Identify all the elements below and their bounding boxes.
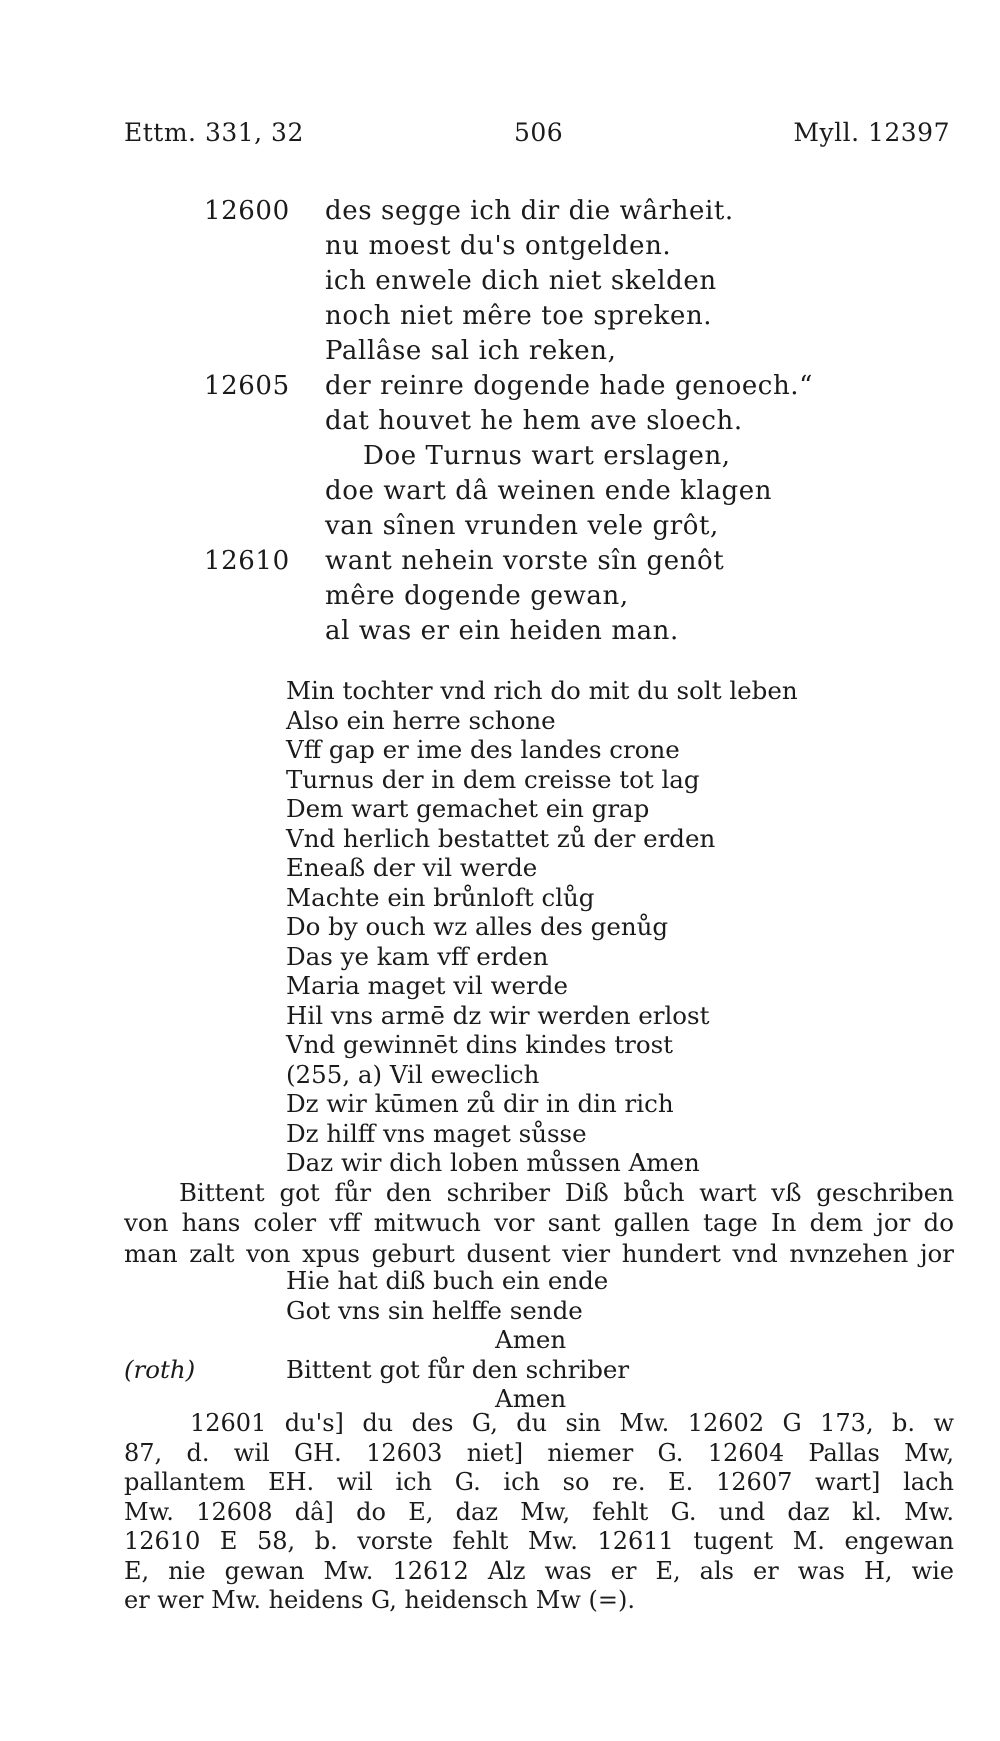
verse-line	[0, 229, 1000, 264]
running-head-right: Myll. 12397	[793, 118, 950, 147]
apparatus-line: pallantem EH. wil ich G. ich so re. E. 12607 wart] lach	[124, 1468, 954, 1496]
verse-line	[0, 264, 1000, 299]
ms-line	[0, 1030, 1000, 1060]
ms-line	[0, 1119, 1000, 1149]
ms-line	[0, 1001, 1000, 1031]
ms-line	[0, 1148, 1000, 1178]
ms-line-text: Maria maget vil werde	[286, 971, 568, 1000]
manuscript-verse	[0, 676, 1000, 1268]
ms-line-text: Vff gap er ime des landes crone	[286, 735, 680, 764]
verse-line	[0, 334, 1000, 369]
colophon-prose	[124, 1178, 954, 1270]
apparatus-line: 12610 E 58, b. vorste fehlt Mw. 12611 tugent M. engewan	[124, 1527, 954, 1555]
apparatus-line: 12601 du's] du des G, du sin Mw. 12602 G 173, b. w	[190, 1409, 954, 1437]
verse-line	[0, 579, 1000, 614]
verse-number: 12610	[204, 546, 290, 576]
verse-line	[0, 509, 1000, 544]
ms-line	[0, 1296, 1000, 1326]
poem-verses	[0, 194, 1000, 649]
ms-line-text: Also ein herre schone	[286, 705, 556, 735]
ms-line	[0, 706, 1000, 736]
ms-line-text: Hil vns armē dz wir werden erlost	[286, 1000, 710, 1030]
ms-line-text: Vnd gewinnēt dins kindes trost	[286, 1030, 674, 1059]
amen-text: Amen	[495, 1325, 567, 1354]
ms-line-text: Dz hilff vns maget sůsse	[286, 1118, 587, 1148]
ms-line-text: Dz wir kūmen zů dir in din rich	[286, 1089, 674, 1118]
page-number: 506	[514, 118, 564, 147]
verse-text: Doe Turnus wart erslagen,	[363, 441, 731, 471]
prose-line: Bittent got fůr den schriber Diß bůch wart vß geschriben	[179, 1177, 954, 1207]
verse-line	[0, 194, 1000, 229]
ms-line-text: Turnus der in dem creisse tot lag	[286, 764, 700, 794]
verse-text: nu moest du's ontgelden.	[325, 231, 672, 261]
ms-line	[0, 883, 1000, 913]
running-head	[124, 118, 950, 158]
verse-text: der reinre dogende hade genoech.“	[325, 371, 814, 401]
apparatus-line: er wer Mw. heidens G, heidensch Mw (=).	[124, 1586, 635, 1614]
apparatus-line: 87, d. wil GH. 12603 niet] niemer G. 12604 Pallas Mw,	[124, 1438, 954, 1467]
verse-line	[0, 369, 1000, 404]
verse-text: dat houvet he hem ave sloech.	[325, 406, 743, 436]
ms-line	[0, 1325, 1000, 1355]
verse-text: Pallâse sal ich reken,	[325, 336, 617, 366]
verse-line	[0, 614, 1000, 649]
verse-text: van sînen vrunden vele grôt,	[325, 511, 719, 541]
verse-number: 12605	[204, 371, 290, 401]
ms-line-text: Bittent got fůr den schriber	[286, 1354, 630, 1384]
ms-line	[0, 971, 1000, 1001]
verse-line	[0, 474, 1000, 509]
verse-line	[0, 544, 1000, 579]
verse-text: al was er ein heiden man.	[325, 616, 679, 646]
verse-line	[0, 439, 1000, 474]
ms-line	[0, 735, 1000, 765]
verse-text: noch niet mêre toe spreken.	[325, 301, 713, 331]
ms-line	[0, 853, 1000, 883]
roth-note: (roth)	[124, 1354, 196, 1384]
prose-line: man zalt von xpus geburt dusent vier hundert vnd nvnzehen jor	[124, 1238, 954, 1268]
ms-line-text: Daz wir dich loben můssen Amen	[286, 1148, 700, 1177]
ms-line-text: Machte ein brůnloft clůg	[286, 882, 595, 912]
ms-line-text: (255, a) Vil eweclich	[286, 1059, 540, 1089]
ms-line	[0, 824, 1000, 854]
verse-line	[0, 299, 1000, 334]
verse-text: mêre dogende gewan,	[325, 581, 629, 611]
ms-line	[0, 1060, 1000, 1090]
verse-text: ich enwele dich niet skelden	[325, 266, 717, 296]
verse-text: des segge ich dir die wârheit.	[325, 196, 734, 226]
running-head-left: Ettm. 331, 32	[124, 118, 304, 147]
critical-apparatus	[124, 1409, 954, 1616]
ms-line-text: Dem wart gemachet ein grap	[286, 794, 650, 823]
apparatus-line: E, nie gewan Mw. 12612 Alz was er E, als er was H, wie	[124, 1556, 954, 1585]
verse-line	[0, 404, 1000, 439]
ms-line-text: Do by ouch wz alles des genůg	[286, 912, 669, 941]
ms-line	[0, 1355, 1000, 1385]
ms-line-text: Min tochter vnd rich do mit du solt leben	[286, 676, 798, 705]
ms-line-text: Eneaß der vil werde	[286, 853, 538, 882]
apparatus-line: Mw. 12608 dâ] do E, daz Mw, fehlt G. und daz kl. Mw.	[124, 1497, 954, 1526]
ms-line-text: Das ye kam vff erden	[286, 941, 549, 971]
ms-line-text: Vnd herlich bestattet zů der erden	[286, 823, 716, 853]
ms-line	[0, 912, 1000, 942]
ms-line-text: Got vns sin helffe sende	[286, 1295, 583, 1325]
ms-line	[0, 676, 1000, 706]
ms-line	[0, 1266, 1000, 1296]
colophon-ending	[0, 1266, 1000, 1414]
ms-line	[0, 765, 1000, 795]
prose-line: von hans coler vff mitwuch vor sant gallen tage In dem jor do	[124, 1208, 954, 1237]
ms-line	[0, 794, 1000, 824]
amen-text: Amen	[495, 1384, 567, 1413]
verse-text: want nehein vorste sîn genôt	[325, 546, 725, 576]
ms-line	[0, 1089, 1000, 1119]
verse-text: doe wart dâ weinen ende klagen	[325, 476, 773, 506]
verse-number: 12600	[204, 196, 290, 226]
ms-line	[0, 942, 1000, 972]
ms-line-text: Hie hat diß buch ein ende	[286, 1266, 609, 1295]
